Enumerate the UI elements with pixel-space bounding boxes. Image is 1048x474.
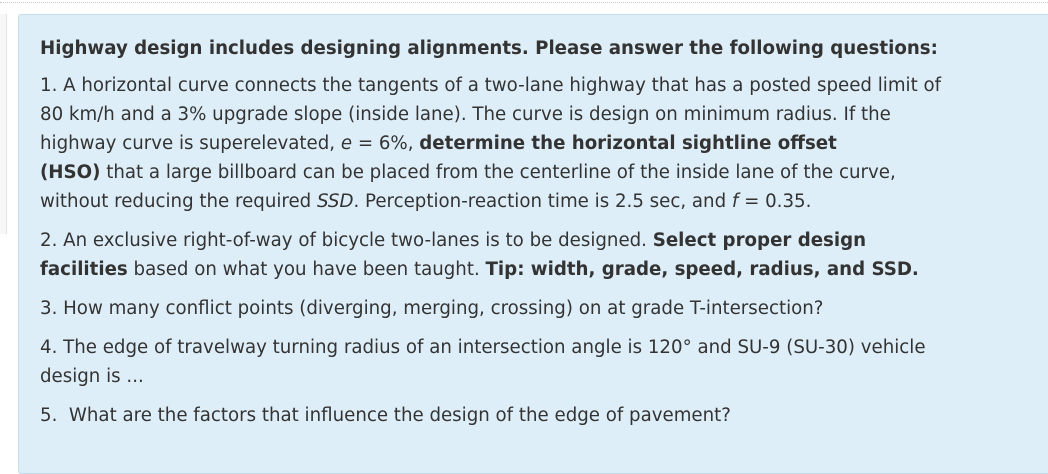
q4-line-2: design is ... (40, 366, 144, 387)
q2-emphasis: Select proper design (652, 230, 867, 251)
q1-line-4 (40, 158, 1040, 187)
q3-line-1: 3. How many conflict points (diverging, merging, crossing) on at grade T-intersection? (40, 298, 824, 319)
q2-line-1 (40, 226, 1040, 255)
q1-variable-ssd: SSD (317, 191, 354, 212)
q1-emphasis: determine the horizontal sightline offset (419, 133, 837, 154)
left-gutter (0, 14, 7, 234)
question-heading: Highway design includes designing alignments. Please answer the following questions: (40, 38, 938, 59)
q1-text: = 0.35. (738, 191, 812, 212)
q2-line-2 (40, 255, 1040, 284)
q1-text: . Perception-reaction time is 2.5 sec, and (353, 191, 732, 212)
q1-text: without reducing the required (40, 191, 318, 212)
question-3 (40, 294, 1040, 323)
q4-line-1: 4. The edge of travelway turning radius of an intersection angle is 120° and SU-9 (SU-30) vehicle (40, 337, 926, 358)
q2-tip: Tip: width, grade, speed, radius, and SSD. (485, 259, 919, 280)
q5-line-1: 5. What are the factors that influence the design of the edge of pavement? (40, 405, 731, 426)
q1-line-1: 1. A horizontal curve connects the tangents of a two-lane highway that has a posted speed limit of (40, 75, 942, 96)
question-5 (40, 401, 1040, 430)
q2-emphasis: facilities (40, 259, 128, 280)
q1-line-5 (40, 187, 1040, 216)
q1-text: that a large billboard can be placed from the centerline of the inside lane of the curve, (100, 162, 896, 183)
q2-text: 2. An exclusive right-of-way of bicycle two-lanes is to be designed. (40, 230, 653, 251)
q1-line-2: 80 km/h and a 3% upgrade slope (inside lane). The curve is design on minimum radius. If the (40, 104, 891, 125)
q1-emphasis-hso: (HSO) (40, 162, 101, 183)
question-2 (40, 226, 1040, 284)
question-1 (40, 71, 1040, 216)
q1-variable-e: e (340, 133, 353, 154)
question-4 (40, 333, 1040, 391)
q1-line-3 (40, 129, 1040, 158)
question-content (40, 34, 1040, 440)
top-divider (0, 2, 1048, 3)
q1-variable-f: f (731, 191, 739, 212)
q1-text: highway curve is superelevated, (40, 133, 341, 154)
q2-text: based on what you have been taught. (127, 259, 486, 280)
q1-text: = 6%, (352, 133, 420, 154)
